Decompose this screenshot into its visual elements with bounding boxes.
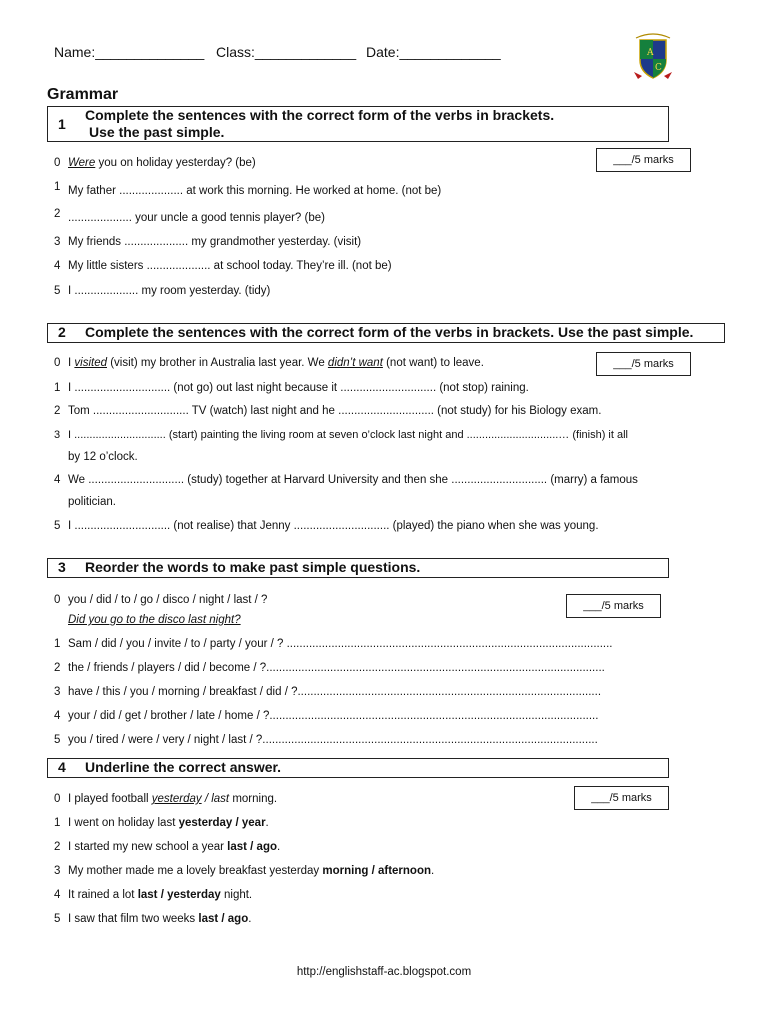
section-2-item-4: 4 We .............................. (study) together at Harvard University and then she .............................. (marry) a famous bbox=[54, 474, 638, 486]
section-3-item-1: 1 Sam / did / you / invite / to / party / your / ? ...................................................................................................... bbox=[54, 638, 613, 650]
section-1-item-5: 5 I .................... my room yesterday. (tidy) bbox=[54, 285, 271, 297]
section-4-item-1: 1 I went on holiday last yesterday / year. bbox=[54, 817, 269, 829]
section-3-heading: Reorder the words to make past simple questions. bbox=[85, 559, 421, 575]
example-answer: Were bbox=[68, 157, 96, 169]
section-1-item-2: 2 .................... your uncle a good tennis player? (be) bbox=[54, 208, 325, 224]
section-3-number: 3 bbox=[58, 559, 66, 575]
section-2-number: 2 bbox=[58, 324, 66, 340]
date-field-label: Date:_____________ bbox=[366, 44, 501, 60]
section-2-item-2: 2 Tom .............................. TV (watch) last night and he .............................. (not study) for his Biology exam. bbox=[54, 405, 602, 417]
section-4-heading-box bbox=[47, 758, 669, 778]
section-4-item-3: 3 My mother made me a lovely breakfast yesterday morning / afternoon. bbox=[54, 865, 435, 877]
section-3-item-3: 3 have / this / you / morning / breakfast / did / ?............................................................................................... bbox=[54, 686, 602, 698]
section-4-item-5: 5 I saw that film two weeks last / ago. bbox=[54, 913, 252, 925]
section-3-example-answer: Did you go to the disco last night? bbox=[68, 614, 241, 626]
section-4-example: 0 I played football yesterday / last morning. bbox=[54, 793, 278, 805]
section-2-item-3-continued: by 12 o’clock. bbox=[68, 451, 138, 463]
page-title: Grammar bbox=[47, 86, 119, 103]
section-2-marks-box: ___/5 marks bbox=[596, 352, 691, 376]
section-3-item-5: 5 you / tired / were / very / night / last / ?......................................................................................................... bbox=[54, 734, 598, 746]
section-3-example: 0 you / did / to / go / disco / night / last / ? bbox=[54, 594, 268, 606]
name-field-label: Name:______________ bbox=[54, 44, 205, 60]
section-4-heading: Underline the correct answer. bbox=[85, 759, 282, 775]
section-4-item-2: 2 I started my new school a year last / ago. bbox=[54, 841, 281, 853]
section-1-example: 0 Were you on holiday yesterday? (be) bbox=[54, 157, 256, 169]
section-2-item-4-continued: politician. bbox=[68, 496, 116, 508]
section-2-heading: Complete the sentences with the correct form of the verbs in brackets. Use the past simple. bbox=[85, 324, 694, 340]
section-1-heading-line-1: Complete the sentences with the correct form of the verbs in brackets. bbox=[85, 107, 555, 123]
school-crest-icon bbox=[632, 32, 674, 80]
section-1-item-4: 4 My little sisters .................... at school today. They’re ill. (not be) bbox=[54, 260, 392, 272]
svg-text:A: A bbox=[647, 48, 654, 58]
section-4-item-4: 4 It rained a lot last / yesterday night. bbox=[54, 889, 253, 901]
section-1-heading-box bbox=[47, 106, 669, 142]
section-1-marks-box: ___/5 marks bbox=[596, 148, 691, 172]
section-1-heading-line-2: Use the past simple. bbox=[89, 124, 225, 140]
section-3-marks-box: ___/5 marks bbox=[566, 594, 661, 618]
section-2-heading-box bbox=[47, 323, 725, 343]
section-2-example: 0 I visited (visit) my brother in Australia last year. We didn’t want (not want) to leave. bbox=[54, 357, 484, 369]
class-field-label: Class:_____________ bbox=[216, 44, 357, 60]
section-1-number: 1 bbox=[58, 116, 66, 132]
section-3-item-2: 2 the / friends / players / did / become / ?.......................................................................................................... bbox=[54, 662, 605, 674]
footer-url[interactable]: http://englishstaff-ac.blogspot.com bbox=[296, 966, 472, 978]
svg-text:C: C bbox=[655, 63, 662, 73]
section-4-marks-box: ___/5 marks bbox=[574, 786, 669, 810]
section-1-item-1: 1 My father .................... at work this morning. He worked at home. (not be) bbox=[54, 181, 442, 197]
section-1-item-3: 3 My friends .................... my grandmother yesterday. (visit) bbox=[54, 236, 362, 248]
section-4-number: 4 bbox=[58, 759, 66, 775]
section-3-item-4: 4 your / did / get / brother / late / home / ?....................................................................................................... bbox=[54, 710, 599, 722]
section-2-item-5: 5 I .............................. (not realise) that Jenny .............................. (played) the piano when she was young. bbox=[54, 520, 599, 532]
section-2-item-3: 3 I .............................. (start) painting the living room at seven o’clock last night and ..............................… (finish) it all bbox=[54, 429, 628, 441]
section-2-item-1: 1 I .............................. (not go) out last night because it .............................. (not stop) raining. bbox=[54, 382, 529, 394]
section-3-heading-box bbox=[47, 558, 669, 578]
